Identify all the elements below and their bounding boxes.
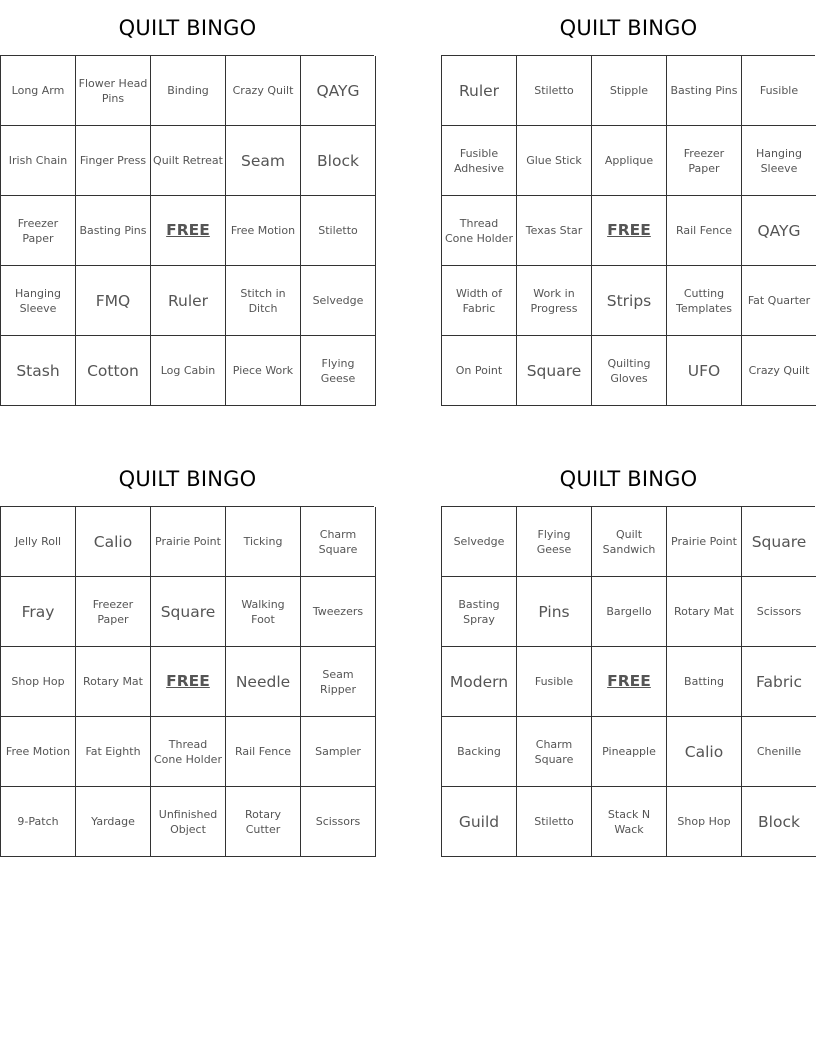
bingo-cell: Prairie Point — [151, 507, 226, 577]
bingo-cell: Seam Ripper — [301, 647, 376, 717]
bingo-grid — [441, 506, 815, 857]
bingo-cell: Scissors — [742, 577, 816, 647]
bingo-cell: Fat Quarter — [742, 266, 816, 336]
bingo-cell: Basting Spray — [442, 577, 517, 647]
bingo-cell: Flying Geese — [301, 336, 376, 406]
bingo-cell: Glue Stick — [517, 126, 592, 196]
bingo-cell: Charm Square — [301, 507, 376, 577]
bingo-cell: Chenille — [742, 717, 816, 787]
bingo-cell: Batting — [667, 647, 742, 717]
bingo-cell: Crazy Quilt — [226, 56, 301, 126]
bingo-cell: Backing — [442, 717, 517, 787]
bingo-cell: Fusible Adhesive — [442, 126, 517, 196]
bingo-cell: Quilt Sandwich — [592, 507, 667, 577]
free-space-cell: FREE — [592, 196, 667, 266]
bingo-cell: Stiletto — [517, 56, 592, 126]
bingo-cell: Free Motion — [226, 196, 301, 266]
bingo-cell: Square — [151, 577, 226, 647]
bingo-card-4 — [441, 451, 816, 857]
bingo-cell: Stipple — [592, 56, 667, 126]
bingo-cell: QAYG — [301, 56, 376, 126]
bingo-cell: Stiletto — [517, 787, 592, 857]
bingo-cell: Thread Cone Holder — [442, 196, 517, 266]
bingo-cell: Unfinished Object — [151, 787, 226, 857]
bingo-cell: Scissors — [301, 787, 376, 857]
bingo-cell: Jelly Roll — [1, 507, 76, 577]
bingo-cell: Hanging Sleeve — [1, 266, 76, 336]
bingo-cell: Ruler — [442, 56, 517, 126]
bingo-cell: Ruler — [151, 266, 226, 336]
bingo-cell: Rotary Cutter — [226, 787, 301, 857]
bingo-cell: Quilt Retreat — [151, 126, 226, 196]
bingo-cell: Work in Progress — [517, 266, 592, 336]
bingo-cell: Tweezers — [301, 577, 376, 647]
bingo-cell: QAYG — [742, 196, 816, 266]
bingo-cell: Stack N Wack — [592, 787, 667, 857]
bingo-cell: Rotary Mat — [76, 647, 151, 717]
bingo-cell: Fusible — [742, 56, 816, 126]
bingo-cell: Square — [517, 336, 592, 406]
bingo-cell: Basting Pins — [76, 196, 151, 266]
bingo-cell: Texas Star — [517, 196, 592, 266]
bingo-cell: Shop Hop — [1, 647, 76, 717]
bingo-cell: Finger Press — [76, 126, 151, 196]
bingo-cell: Calio — [76, 507, 151, 577]
bingo-grid — [441, 55, 815, 406]
bingo-cell: Bargello — [592, 577, 667, 647]
bingo-cell: Block — [301, 126, 376, 196]
bingo-cell: Rail Fence — [226, 717, 301, 787]
bingo-cell: Fusible — [517, 647, 592, 717]
bingo-cell: Long Arm — [1, 56, 76, 126]
bingo-cell: Log Cabin — [151, 336, 226, 406]
bingo-cell: Calio — [667, 717, 742, 787]
bingo-cell: Piece Work — [226, 336, 301, 406]
bingo-cell: 9-Patch — [1, 787, 76, 857]
bingo-cell: Seam — [226, 126, 301, 196]
bingo-cell: Guild — [442, 787, 517, 857]
bingo-cell: Pins — [517, 577, 592, 647]
bingo-cell: Square — [742, 507, 816, 577]
bingo-cell: Fray — [1, 577, 76, 647]
bingo-cell: Thread Cone Holder — [151, 717, 226, 787]
bingo-cell: Shop Hop — [667, 787, 742, 857]
bingo-cell: Modern — [442, 647, 517, 717]
card-title: QUILT BINGO — [118, 467, 257, 491]
bingo-cell: Flower Head Pins — [76, 56, 151, 126]
bingo-cell: Selvedge — [301, 266, 376, 336]
bingo-cell: UFO — [667, 336, 742, 406]
bingo-cell: Crazy Quilt — [742, 336, 816, 406]
card-title: QUILT BINGO — [118, 16, 257, 40]
bingo-cell: Rotary Mat — [667, 577, 742, 647]
bingo-cell: Prairie Point — [667, 507, 742, 577]
bingo-cell: Walking Foot — [226, 577, 301, 647]
bingo-cell: Freezer Paper — [1, 196, 76, 266]
bingo-grid — [0, 55, 374, 406]
free-space-cell: FREE — [151, 196, 226, 266]
bingo-cell: Irish Chain — [1, 126, 76, 196]
bingo-cell: Binding — [151, 56, 226, 126]
bingo-cell: Quilting Gloves — [592, 336, 667, 406]
bingo-cell: Free Motion — [1, 717, 76, 787]
bingo-grid — [0, 506, 374, 857]
bingo-cell: Charm Square — [517, 717, 592, 787]
bingo-cell: Cotton — [76, 336, 151, 406]
bingo-cell: Selvedge — [442, 507, 517, 577]
bingo-cell: Fat Eighth — [76, 717, 151, 787]
bingo-cell: Strips — [592, 266, 667, 336]
free-space-cell: FREE — [151, 647, 226, 717]
bingo-cell: Pineapple — [592, 717, 667, 787]
bingo-card-3 — [0, 451, 375, 857]
bingo-cell: Width of Fabric — [442, 266, 517, 336]
card-title: QUILT BINGO — [559, 467, 698, 491]
bingo-cell: Yardage — [76, 787, 151, 857]
free-space-cell: FREE — [592, 647, 667, 717]
bingo-cell: Flying Geese — [517, 507, 592, 577]
bingo-cell: Hanging Sleeve — [742, 126, 816, 196]
bingo-cell: Rail Fence — [667, 196, 742, 266]
bingo-card-1 — [0, 0, 375, 406]
bingo-cell: Stiletto — [301, 196, 376, 266]
bingo-cell: Block — [742, 787, 816, 857]
bingo-cell: Freezer Paper — [667, 126, 742, 196]
bingo-card-2 — [441, 0, 816, 406]
bingo-cell: Freezer Paper — [76, 577, 151, 647]
bingo-cell: Stitch in Ditch — [226, 266, 301, 336]
bingo-cell: Applique — [592, 126, 667, 196]
bingo-cell: Stash — [1, 336, 76, 406]
card-title: QUILT BINGO — [559, 16, 698, 40]
bingo-cell: Needle — [226, 647, 301, 717]
bingo-cell: On Point — [442, 336, 517, 406]
bingo-cell: Cutting Templates — [667, 266, 742, 336]
bingo-cell: FMQ — [76, 266, 151, 336]
bingo-cell: Ticking — [226, 507, 301, 577]
bingo-cell: Fabric — [742, 647, 816, 717]
bingo-cell: Basting Pins — [667, 56, 742, 126]
bingo-cell: Sampler — [301, 717, 376, 787]
